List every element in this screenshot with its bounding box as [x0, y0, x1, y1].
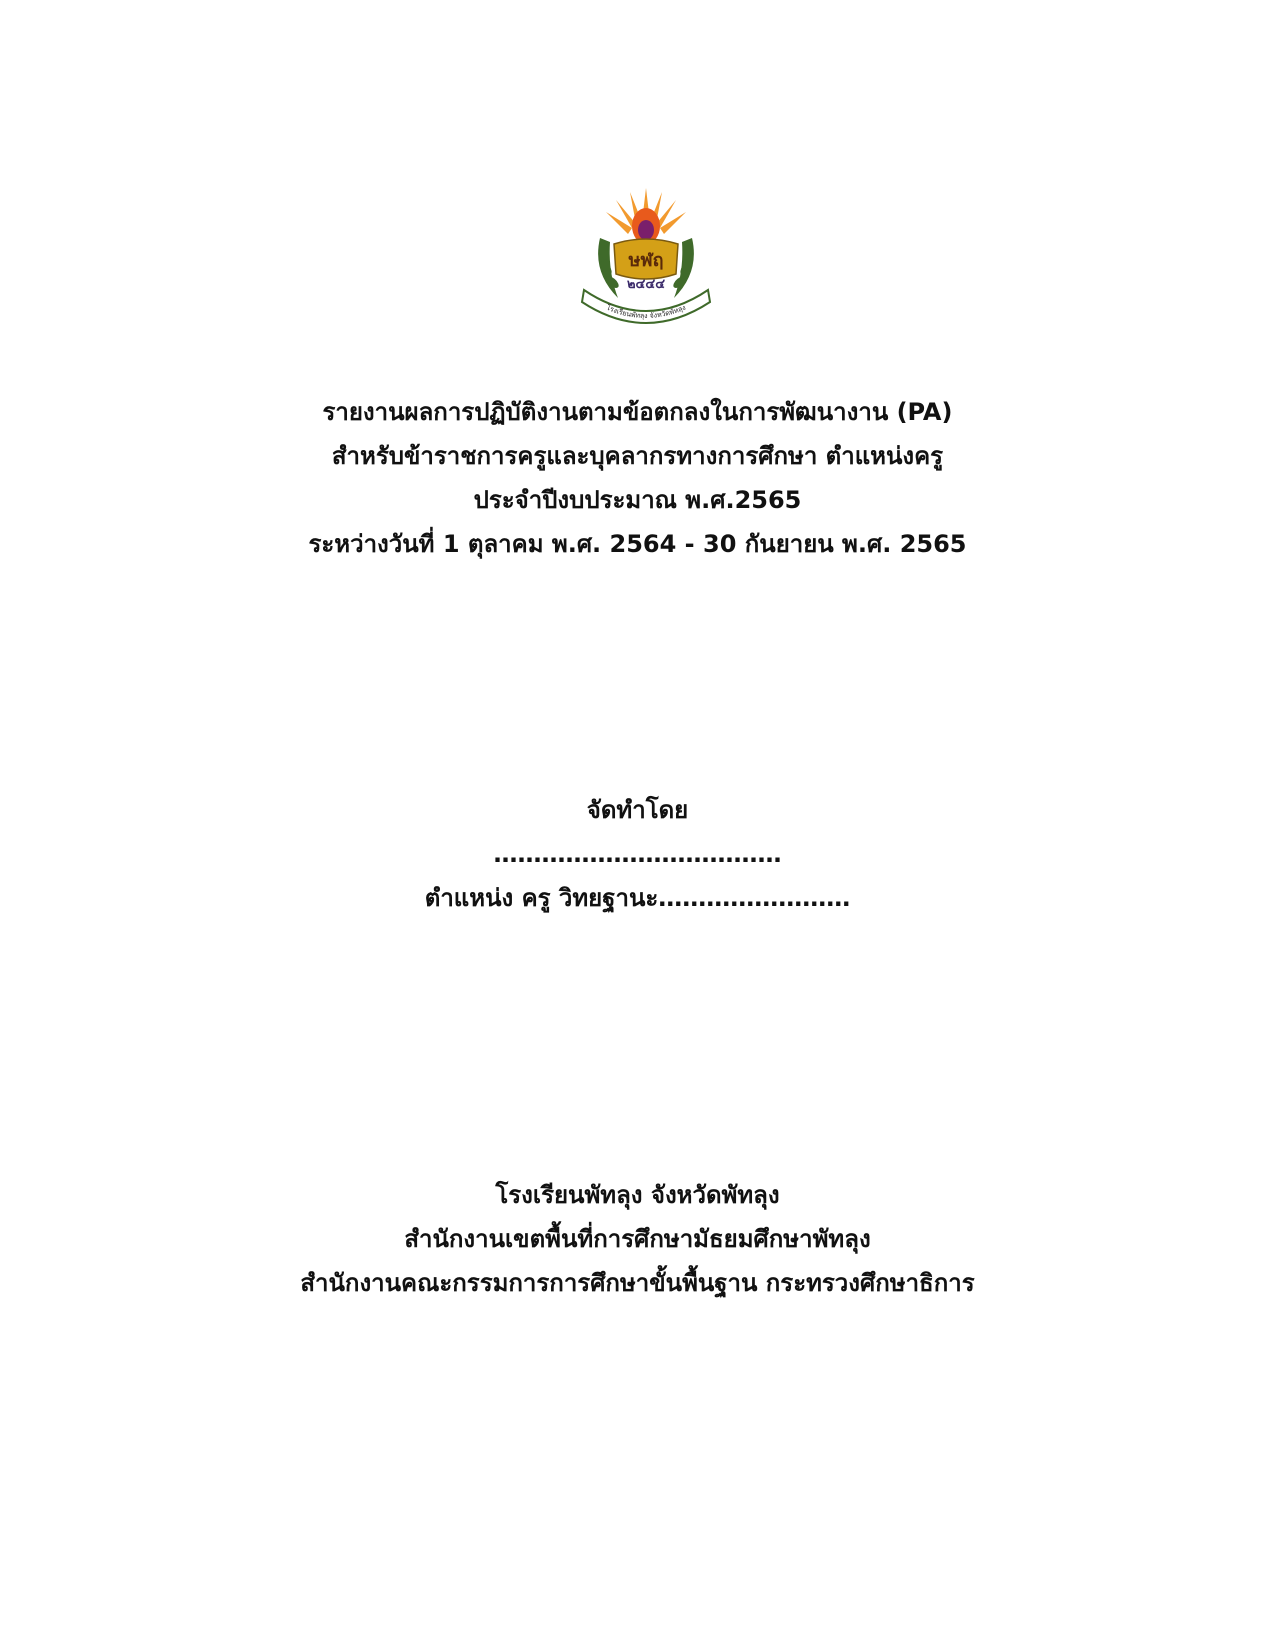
school-emblem-logo — [578, 182, 714, 332]
school-affiliation — [0, 1173, 1275, 1305]
area-office-line: สำนักงานเขตพื้นที่การศึกษามัธยมศึกษาพัทลุง — [404, 1225, 871, 1253]
report-title — [0, 390, 1275, 566]
title-line-3: ประจำปีงบประมาณ พ.ศ.2565 — [473, 486, 802, 514]
commission-line: สำนักงานคณะกรรมการการศึกษาขั้นพื้นฐาน กระทรวงศึกษาธิการ — [300, 1269, 975, 1297]
svg-text:ษฬฤ: ษฬฤ — [628, 250, 664, 271]
title-line-4: ระหว่างวันที่ 1 ตุลาคม พ.ศ. 2564 - 30 กันยายน พ.ศ. 2565 — [308, 530, 967, 558]
emblem-ribbon-text: โรงเรียนพัทลุง จังหวัดพัทลุง — [605, 303, 687, 321]
school-name-line: โรงเรียนพัทลุง จังหวัดพัทลุง — [495, 1181, 780, 1209]
author-position-line: ตำแหน่ง ครู วิทยฐานะ…………………… — [424, 884, 851, 912]
prepared-by-label: จัดทำโดย — [586, 796, 689, 824]
emblem-year-text: ๒๔๔๔ — [626, 277, 666, 292]
title-line-2: สำหรับข้าราชการครูและบุคลากรทางการศึกษา ตำแหน่งครู — [331, 442, 944, 470]
author-name-placeholder: ……………………………… — [493, 840, 782, 868]
prepared-by-section — [0, 788, 1275, 920]
title-line-1: รายงานผลการปฏิบัติงานตามข้อตกลงในการพัฒนางาน (PA) — [322, 398, 953, 426]
